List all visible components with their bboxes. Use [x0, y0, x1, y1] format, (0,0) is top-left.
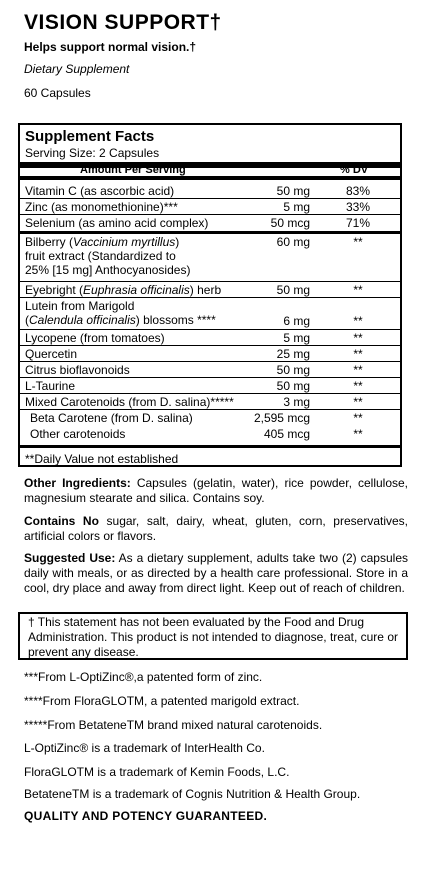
fda-disclaimer-box: † This statement has not been evaluated by the Food and Drug Administration. This product is not intended to diagnose, treat, cure or prevent any disease. [18, 612, 408, 660]
nutrient-name: Quercetin [25, 347, 78, 361]
facts-row [20, 282, 400, 298]
nutrient-amount: 50 mg [276, 379, 310, 393]
footnote-zinc: ***From L-OptiZinc®,a patented form of zinc. [24, 670, 263, 684]
quality-guarantee: QUALITY AND POTENCY GUARANTEED. [24, 809, 268, 823]
facts-row [20, 362, 400, 378]
nutrient-amount: 60 mg [276, 235, 310, 249]
nutrient-amount: 50 mg [276, 283, 310, 297]
contains-no-text: sugar, salt, dairy, wheat, gluten, corn, preservatives, artificial colors or flavors. [24, 514, 409, 543]
suggested-use-label: Suggested Use: [24, 551, 116, 565]
other-ingredients-label: Other Ingredients: [24, 476, 131, 490]
nutrient-amount: 5 mg [283, 331, 310, 345]
suggested-use [24, 551, 408, 596]
facts-row [20, 234, 400, 282]
nutrient-name-line: Bilberry (Vaccinium myrtillus) [25, 235, 180, 249]
nutrient-name-line: (Calendula officinalis) blossoms **** [25, 313, 216, 327]
nutrient-name: Beta Carotene (from D. salina) [30, 411, 193, 425]
facts-row [20, 378, 400, 394]
nutrient-name [25, 235, 280, 277]
facts-row [20, 394, 400, 410]
nutrient-amount: 405 mcg [263, 427, 310, 441]
footnote-lutein: ****From FloraGLOTM, a patented marigold extract. [24, 694, 300, 708]
nutrient-name-line: Lutein from Marigold [25, 299, 135, 313]
footnote-carotenoids: *****From BetateneTM brand mixed natural carotenoids. [24, 718, 323, 732]
product-subtitle: Helps support normal vision.† [24, 40, 197, 54]
daily-value-footnote: **Daily Value not established [25, 452, 179, 466]
nutrient-name: Mixed Carotenoids (from D. salina)***** [25, 395, 234, 409]
nutrient-dv: ** [353, 331, 363, 345]
nutrient-amount: 6 mg [283, 314, 310, 328]
dietary-supplement-text: Dietary Supplement [24, 62, 130, 76]
nutrient-amount: 50 mcg [270, 216, 310, 230]
nutrient-dv: ** [353, 314, 363, 328]
facts-row [20, 298, 400, 330]
nutrient-dv: ** [353, 379, 363, 393]
nutrient-dv: ** [353, 283, 363, 297]
nutrient-amount: 50 mg [276, 363, 310, 377]
suggested-use-text: As a dietary supplement, adults take two (2) capsules daily with meals, or as directed by a health care professional. Store in a cool, dry place and away from direct light. Keep out of reach of children. [24, 551, 408, 595]
contains-no [24, 514, 408, 544]
capsule-count: 60 Capsules [24, 86, 91, 100]
facts-row [20, 410, 400, 426]
serving-size: Serving Size: 2 Capsules [25, 146, 160, 160]
nutrient-amount: 25 mg [276, 347, 310, 361]
facts-row [20, 215, 400, 234]
nutrient-name: Citrus bioflavonoids [25, 363, 130, 377]
nutrient-name: Eyebright (Euphrasia officinalis) herb [25, 283, 222, 297]
contains-no-label: Contains No [24, 514, 99, 528]
nutrient-dv: ** [353, 363, 363, 377]
amount-per-serving-header: Amount Per Serving [80, 164, 186, 176]
nutrient-name: Vitamin C (as ascorbic acid) [25, 184, 175, 198]
nutrient-name: Selenium (as amino acid complex) [25, 216, 209, 230]
trademark-betatene: BetateneTM is a trademark of Cognis Nutrition & Health Group. [24, 787, 361, 801]
facts-row [20, 183, 400, 199]
nutrient-amount: 5 mg [283, 200, 310, 214]
nutrient-amount: 2,595 mcg [253, 411, 310, 425]
product-title: VISION SUPPORT† [24, 11, 222, 34]
nutrient-dv: ** [353, 427, 363, 441]
nutrient-name: Lycopene (from tomatoes) [25, 331, 165, 345]
nutrient-name: Other carotenoids [30, 427, 126, 441]
nutrient-dv: 83% [345, 184, 371, 198]
facts-row [20, 426, 400, 448]
nutrient-dv: ** [353, 395, 363, 409]
nutrient-amount: 50 mg [276, 184, 310, 198]
other-ingredients-text: Capsules (gelatin, water), rice powder, cellulose, magnesium stearate and silica. Contains soy. [24, 476, 409, 505]
nutrient-name: L-Taurine [25, 379, 76, 393]
nutrient-name: Zinc (as monomethionine)*** [25, 200, 178, 214]
nutrient-dv: 33% [345, 200, 371, 214]
nutrient-dv: 71% [345, 216, 371, 230]
facts-title: Supplement Facts [25, 128, 155, 145]
trademark-floraglo: FloraGLOTM is a trademark of Kemin Foods, L.C. [24, 765, 290, 779]
nutrient-dv: ** [353, 411, 363, 425]
supplement-facts-panel [18, 123, 402, 467]
trademark-optizinc: L-OptiZinc® is a trademark of InterHealth Co. [24, 741, 265, 755]
nutrient-name [25, 299, 315, 327]
facts-row [20, 330, 400, 346]
percent-dv-header: % DV [340, 164, 369, 176]
other-ingredients [24, 476, 408, 506]
facts-row [20, 346, 400, 362]
nutrient-name-line: fruit extract (Standardized to [25, 249, 176, 263]
nutrient-name-line: 25% [15 mg] Anthocyanosides) [25, 263, 191, 277]
nutrient-dv: ** [353, 235, 363, 249]
nutrient-amount: 3 mg [283, 395, 310, 409]
facts-row [20, 199, 400, 215]
nutrient-dv: ** [353, 347, 363, 361]
